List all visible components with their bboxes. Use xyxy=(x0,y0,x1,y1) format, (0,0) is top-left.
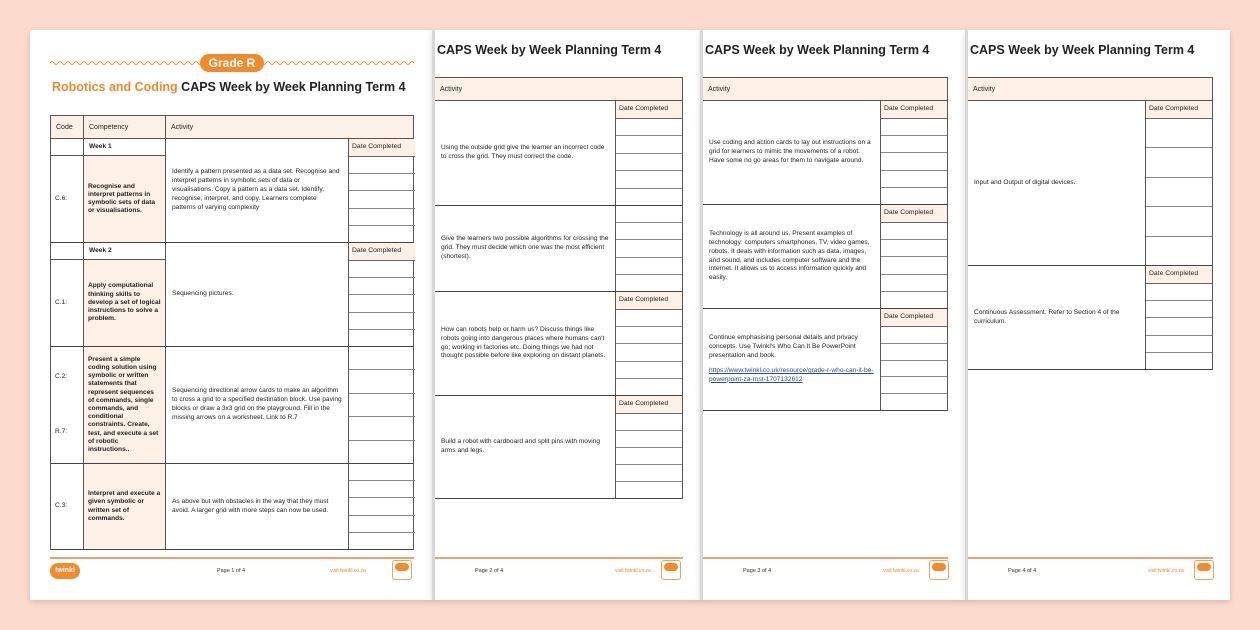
date-completed-header: Date Completed xyxy=(616,396,682,414)
planning-table xyxy=(968,77,1213,370)
date-completed-column xyxy=(616,206,682,291)
date-completed-field[interactable] xyxy=(881,275,947,292)
date-completed-field[interactable] xyxy=(881,171,947,188)
date-completed-field[interactable] xyxy=(616,154,682,171)
date-completed-field[interactable] xyxy=(616,275,682,291)
date-completed-field[interactable] xyxy=(881,240,947,257)
activity-text: Give the learners two possible algorithms for crossing the grid. They must decide which one was the most efficient (shortest). xyxy=(441,235,609,260)
page-title xyxy=(970,43,1194,57)
footer-divider xyxy=(703,557,948,559)
code-list xyxy=(51,156,83,242)
title-rest: CAPS Week by Week Planning Term 4 xyxy=(177,80,406,94)
activity-text: Sequencing pictures. xyxy=(172,290,234,298)
quality-seal-icon xyxy=(1194,560,1214,580)
date-completed-field[interactable] xyxy=(1146,284,1212,301)
header-activity: Activity xyxy=(708,86,731,93)
quality-seal-icon xyxy=(929,560,949,580)
date-completed-field[interactable] xyxy=(349,533,415,549)
planning-table xyxy=(703,77,948,411)
date-completed-field[interactable] xyxy=(616,119,682,136)
date-completed-field[interactable] xyxy=(349,278,415,295)
date-completed-column xyxy=(1146,101,1212,265)
activity-text: Continue emphasising personal details and privacy concepts. Use Twinkl's Who Can It Be PowerPoint presentation and book. xyxy=(709,334,858,360)
table-row xyxy=(435,101,682,206)
date-completed-field[interactable] xyxy=(616,362,682,379)
date-completed-field[interactable] xyxy=(349,191,415,208)
date-completed-field[interactable] xyxy=(349,498,415,515)
resource-link[interactable]: https://www.twinkl.co.uk/resource/grade-r-who-can-it-be-powerpoint-za-rnst-1707132612 xyxy=(709,366,874,383)
competency-text: Recognise and interpret patterns in symbolic sets of data or visualisations. xyxy=(84,156,165,242)
activity-cell xyxy=(703,101,881,204)
activity-cell xyxy=(435,396,616,498)
competency-cell xyxy=(84,464,166,549)
date-completed-field[interactable] xyxy=(616,379,682,395)
date-completed-field[interactable] xyxy=(616,448,682,465)
code-list xyxy=(51,260,83,346)
date-completed-column xyxy=(1146,266,1212,369)
page-title xyxy=(52,80,406,94)
code-cell xyxy=(51,347,84,463)
table-header-row xyxy=(703,78,947,101)
footer-divider xyxy=(50,557,414,559)
header-activity: Activity xyxy=(171,124,194,131)
activity-cell xyxy=(166,243,349,346)
date-completed-field[interactable] xyxy=(1146,336,1212,353)
activity-cell xyxy=(166,464,349,549)
quality-seal-icon xyxy=(392,560,412,580)
date-completed-column xyxy=(349,464,415,549)
date-completed-field[interactable] xyxy=(349,417,415,440)
date-completed-field[interactable] xyxy=(349,295,415,312)
date-completed-field[interactable] xyxy=(616,482,682,498)
table-row xyxy=(703,309,947,411)
date-completed-field[interactable] xyxy=(616,189,682,205)
competency-text: Apply computational thinking skills to develop a set of logical instructions to solve a problem. xyxy=(84,260,165,346)
header-competency: Competency xyxy=(84,116,166,139)
table-row xyxy=(703,101,947,205)
date-completed-field[interactable] xyxy=(616,431,682,448)
date-completed-field[interactable] xyxy=(616,240,682,257)
document-page[interactable] xyxy=(432,30,700,600)
date-completed-column xyxy=(349,243,415,346)
activity-cell xyxy=(435,206,616,291)
table-header-row xyxy=(968,78,1212,101)
date-completed-field[interactable] xyxy=(881,344,947,361)
code-label: C.2: xyxy=(55,373,68,381)
table-row xyxy=(435,292,682,396)
site-link[interactable]: visit twinkl.co.za xyxy=(883,568,919,574)
date-completed-column xyxy=(881,309,947,410)
date-completed-column xyxy=(881,205,947,308)
date-completed-field[interactable] xyxy=(1146,178,1212,207)
date-completed-field[interactable] xyxy=(616,171,682,188)
date-completed-field[interactable] xyxy=(349,313,415,330)
table-row xyxy=(51,243,413,347)
date-completed-field[interactable] xyxy=(881,257,947,274)
date-completed-field[interactable] xyxy=(881,136,947,153)
date-completed-field[interactable] xyxy=(349,330,415,346)
activity-text: How can robots help or harm us? Discuss things like robots going into dangerous places where humans can't go; working in factories etc. Doing things we had not thought possible before like exploring on distant planets. xyxy=(441,325,606,360)
code-label: R.7: xyxy=(55,428,68,436)
table-header-row xyxy=(51,116,413,139)
date-completed-field[interactable] xyxy=(1146,353,1212,369)
date-completed-field[interactable] xyxy=(881,223,947,240)
activity-text: Using the outside grid give the learner an incorrect code to cross the grid. They must correct the code. xyxy=(441,144,605,160)
week-label: Week 1 xyxy=(84,139,165,156)
date-completed-field[interactable] xyxy=(1146,148,1212,177)
week-spacer xyxy=(51,243,83,260)
table-row xyxy=(435,396,682,499)
header-activity: Activity xyxy=(973,86,996,93)
date-completed-header: Date Completed xyxy=(881,101,947,119)
date-completed-header: Date Completed xyxy=(881,205,947,223)
footer-divider xyxy=(435,557,683,559)
date-completed-field[interactable] xyxy=(616,258,682,275)
header-code: Code xyxy=(51,116,84,139)
code-list xyxy=(51,464,83,549)
date-completed-field[interactable] xyxy=(1146,237,1212,265)
code-cell xyxy=(51,243,84,346)
date-completed-column xyxy=(616,101,682,205)
date-completed-field[interactable] xyxy=(881,361,947,378)
date-completed-field[interactable] xyxy=(1146,301,1212,318)
date-completed-column xyxy=(349,347,415,463)
date-completed-field[interactable] xyxy=(881,292,947,308)
page-number: Page 1 of 4 xyxy=(216,568,246,574)
document-page[interactable] xyxy=(965,30,1230,600)
date-completed-header: Date Completed xyxy=(881,309,947,327)
activity-text: As above but with obstacles in the way that they must avoid. A larger grid with more steps can now be used. xyxy=(172,497,329,514)
date-completed-field[interactable] xyxy=(616,136,682,153)
activity-text: Identify a pattern presented as a data set. Recognise and interpret patterns in symbolic sets of data or visualisations. Copy a pattern as a data set. Identify, recognise, interpret, and copy. Learners complete patterns of varying complexity xyxy=(172,168,340,211)
date-completed-header: Date Completed xyxy=(349,139,415,157)
table-row xyxy=(51,347,413,464)
date-completed-field[interactable] xyxy=(881,327,947,344)
code-label: C.6: xyxy=(55,194,68,202)
page-number: Page 4 of 4 xyxy=(1008,568,1037,574)
table-row xyxy=(51,464,413,550)
competency-text: Interpret and execute a given symbolic or written set of commands. xyxy=(84,464,165,549)
activity-cell xyxy=(968,101,1146,265)
table-header-row xyxy=(435,78,682,101)
activity-text: Technology is all around us. Present examples of technology: computers smartphones, TV, video games, robots. It deals with information such as data, images, and sound, and includes computer software and the internet. It allows us to access information quickly and easily. xyxy=(709,229,870,282)
activity-cell xyxy=(166,347,349,463)
date-completed-field[interactable] xyxy=(1146,318,1212,335)
date-completed-field[interactable] xyxy=(349,394,415,417)
quality-seal-icon xyxy=(661,560,681,580)
page-number: Page 3 of 4 xyxy=(743,568,772,574)
date-completed-field[interactable] xyxy=(616,206,682,223)
document-page[interactable] xyxy=(700,30,965,600)
date-completed-field[interactable] xyxy=(349,441,415,463)
activity-text: Sequencing directional arrow cards to make an algorithm to cross a grid to a specified destination block. Use paving blocks or draw a 3x3 grid on the playground. Fill in the missing arrows on a worksheet. Link to R.7 xyxy=(172,387,342,421)
date-completed-field[interactable] xyxy=(349,347,415,370)
week-label: Week 2 xyxy=(84,243,165,260)
date-completed-header: Date Completed xyxy=(349,243,415,261)
code-label: C.1: xyxy=(55,298,68,306)
date-completed-header: Date Completed xyxy=(616,101,682,119)
date-completed-column xyxy=(349,139,415,242)
date-completed-field[interactable] xyxy=(881,394,947,410)
page-title xyxy=(705,43,929,57)
competency-cell xyxy=(84,243,166,346)
code-cell xyxy=(51,464,84,549)
date-completed-field[interactable] xyxy=(616,310,682,327)
activity-text: Build a robot with cardboard and split pins with moving arms and legs. xyxy=(441,438,601,454)
week-spacer xyxy=(51,139,83,156)
title-rest: CAPS Week by Week Planning Term 4 xyxy=(970,43,1195,57)
date-completed-field[interactable] xyxy=(349,464,415,481)
date-completed-field[interactable] xyxy=(349,481,415,498)
date-completed-field[interactable] xyxy=(1146,207,1212,236)
date-completed-field[interactable] xyxy=(881,377,947,394)
planning-table xyxy=(435,77,683,499)
table-row xyxy=(703,205,947,309)
title-rest: CAPS Week by Week Planning Term 4 xyxy=(437,43,662,57)
competency-cell xyxy=(84,139,166,242)
date-completed-field[interactable] xyxy=(881,119,947,136)
date-completed-field[interactable] xyxy=(349,516,415,533)
competency-cell xyxy=(84,347,166,463)
date-completed-field[interactable] xyxy=(349,226,415,242)
code-cell xyxy=(51,139,84,242)
activity-text: Continuous Assessment. Refer to Section 4 of the curriculum. xyxy=(974,308,1120,325)
date-completed-header: Date Completed xyxy=(1146,101,1212,119)
activity-text: Use coding and action cards to lay out instructions on a grid for learners to mimic the movements of a robot. Have some no go areas for them to navigate around. xyxy=(709,139,871,164)
activity-cell xyxy=(703,309,881,410)
grade-badge: Grade R xyxy=(200,54,264,72)
site-link[interactable]: visit twinkl.co.za xyxy=(330,568,366,574)
activity-cell xyxy=(435,101,616,205)
site-link[interactable]: visit twinkl.co.za xyxy=(1148,568,1184,574)
date-completed-column xyxy=(881,101,947,204)
activity-cell xyxy=(435,292,616,395)
date-completed-field[interactable] xyxy=(881,188,947,204)
date-completed-field[interactable] xyxy=(1146,119,1212,148)
competency-text: Present a simple coding solution using symbolic or written statements that represent sequences of commands, single commands, and conditional constraints. Create, test, and execute a set of robotic instructions.. xyxy=(84,347,165,463)
table-row xyxy=(435,206,682,292)
date-completed-column xyxy=(616,396,682,498)
date-completed-header: Date Completed xyxy=(616,292,682,310)
code-list xyxy=(51,347,83,463)
date-completed-field[interactable] xyxy=(349,261,415,278)
page-number: Page 2 of 4 xyxy=(475,568,504,574)
date-completed-field[interactable] xyxy=(616,414,682,431)
date-completed-field[interactable] xyxy=(616,344,682,361)
date-completed-field[interactable] xyxy=(349,174,415,191)
activity-cell xyxy=(968,266,1146,369)
date-completed-column xyxy=(616,292,682,395)
twinkl-logo: twinkl xyxy=(50,563,80,579)
date-completed-field[interactable] xyxy=(349,209,415,226)
footer-divider xyxy=(968,557,1213,559)
activity-text: Input and Output of digital devices. xyxy=(974,178,1076,186)
activity-cell xyxy=(703,205,881,308)
header-activity: Activity xyxy=(440,86,463,93)
date-completed-field[interactable] xyxy=(616,465,682,482)
site-link[interactable]: visit twinkl.co.za xyxy=(615,568,651,574)
activity-cell xyxy=(166,139,349,242)
date-completed-field[interactable] xyxy=(349,370,415,393)
date-completed-field[interactable] xyxy=(881,153,947,170)
title-accent: Robotics and Coding xyxy=(52,80,178,94)
date-completed-field[interactable] xyxy=(349,157,415,174)
planning-table xyxy=(50,115,414,550)
table-row xyxy=(51,139,413,243)
date-completed-header: Date Completed xyxy=(1146,266,1212,284)
page-title xyxy=(437,43,661,57)
table-row xyxy=(968,266,1212,370)
table-row xyxy=(968,101,1212,266)
title-rest: CAPS Week by Week Planning Term 4 xyxy=(705,43,930,57)
code-label: C.3: xyxy=(55,502,68,510)
date-completed-field[interactable] xyxy=(616,327,682,344)
date-completed-field[interactable] xyxy=(616,223,682,240)
document-page[interactable] xyxy=(30,30,432,600)
